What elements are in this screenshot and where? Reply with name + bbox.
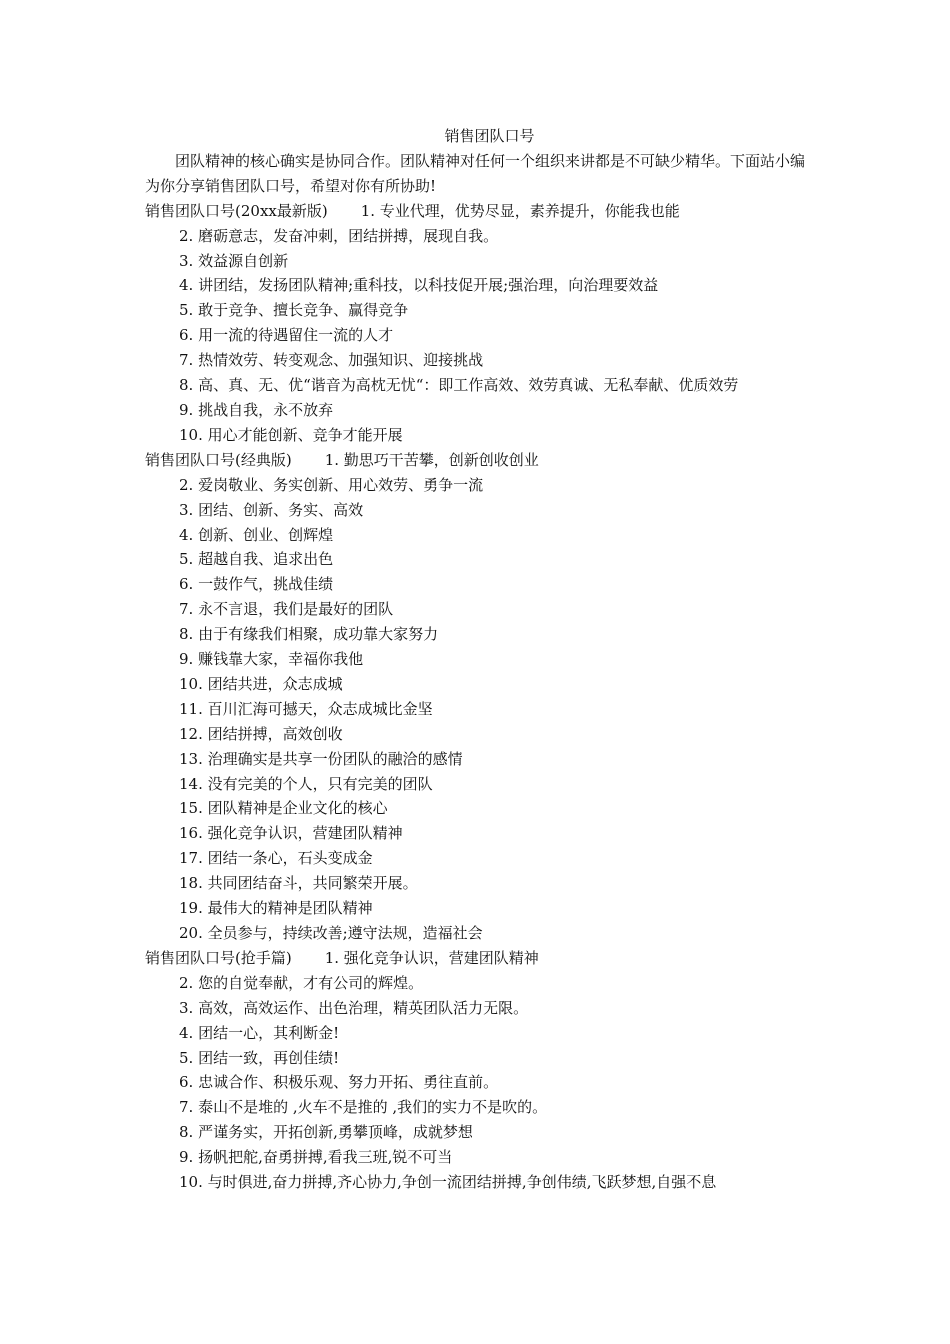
intro-paragraph: 团队精神的核心确实是协同合作。团队精神对任何一个组织来讲都是不可缺少精华。下面站小编为你分享销售团队口号，希望对你有所协助! bbox=[145, 151, 806, 195]
list-item: 5. 团结一致，再创佳绩! bbox=[179, 1048, 340, 1067]
list-item: 10. 用心才能创新、竞争才能开展 bbox=[179, 425, 403, 444]
list-item: 20. 全员参与，持续改善;遵守法规，造福社会 bbox=[179, 924, 483, 942]
list-item: 12. 团结拼搏，高效创收 bbox=[179, 724, 343, 743]
section-heading-row bbox=[145, 946, 810, 971]
list-item: 10. 与时俱进,奋力拼搏,齐心协力,争创一流团结拼搏,争创伟绩,飞跃梦想,自强不息 bbox=[179, 1173, 717, 1192]
list-item: 19. 最伟大的精神是团队精神 bbox=[179, 899, 373, 918]
list-item: 10. 团结共进，众志成城 bbox=[179, 674, 343, 693]
list-item: 9. 赚钱靠大家，幸福你我他 bbox=[179, 650, 364, 669]
list-item: 4. 团结一心，其利断金! bbox=[179, 1023, 340, 1042]
list-item: 7. 泰山不是堆的 ,火车不是推的 ,我们的实力不是吹的。 bbox=[179, 1098, 548, 1117]
document-content bbox=[145, 124, 810, 1195]
list-item: 4. 创新、创业、创辉煌 bbox=[179, 525, 334, 544]
list-item: 5. 超越自我、追求出色 bbox=[179, 550, 334, 569]
list-item: 13. 治理确实是共享一份团队的融洽的感情 bbox=[179, 749, 463, 768]
document-title: 销售团队口号 bbox=[444, 127, 535, 145]
list-item: 6. 一鼓作气，挑战佳绩 bbox=[179, 575, 334, 594]
list-item: 8. 严谨务实，开拓创新,勇攀顶峰，成就梦想 bbox=[179, 1123, 473, 1142]
list-item: 1. 专业代理，优势尽显，素养提升，你能我也能 bbox=[360, 201, 680, 220]
list-item: 9. 挑战自我，永不放弃 bbox=[179, 400, 334, 419]
section-heading: 销售团队口号(20xx最新版) bbox=[145, 201, 328, 220]
list-item: 3. 团结、创新、务实、高效 bbox=[179, 500, 364, 519]
list-item: 2. 您的自觉奉献，才有公司的辉煌。 bbox=[179, 973, 424, 992]
list-item: 7. 热情效劳、转变观念、加强知识、迎接挑战 bbox=[179, 351, 484, 370]
list-item: 3. 效益源自创新 bbox=[179, 251, 289, 270]
list-item: 6. 忠诚合作、积极乐观、努力开拓、勇往直前。 bbox=[179, 1073, 499, 1092]
list-item: 4. 讲团结，发扬团队精神;重科技，以科技促开展;强治理，向治理要效益 bbox=[179, 276, 659, 295]
list-item: 5. 敢于竞争、擅长竞争、赢得竞争 bbox=[179, 301, 409, 320]
list-item: 8. 由于有缘我们相聚，成功靠大家努力 bbox=[179, 625, 439, 644]
list-item: 3. 高效，高效运作、出色治理，精英团队活力无限。 bbox=[179, 998, 529, 1017]
section-heading: 销售团队口号(抢手篇) bbox=[145, 948, 292, 967]
section-heading: 销售团队口号(经典版) bbox=[145, 450, 292, 469]
list-item: 1. 强化竞争认识，营建团队精神 bbox=[324, 948, 539, 967]
list-item: 9. 扬帆把舵,奋勇拼搏,看我三班,锐不可当 bbox=[179, 1148, 453, 1167]
section-heading-row bbox=[145, 199, 810, 224]
list-item: 2. 磨砺意志，发奋冲刺，团结拼搏，展现自我。 bbox=[179, 226, 499, 245]
list-item: 16. 强化竞争认识，营建团队精神 bbox=[179, 824, 403, 843]
list-item: 6. 用一流的待遇留住一流的人才 bbox=[179, 326, 394, 345]
list-item: 18. 共同团结奋斗，共同繁荣开展。 bbox=[179, 874, 418, 893]
list-item: 1. 勤思巧干苦攀，创新创收创业 bbox=[324, 450, 539, 469]
list-item: 11. 百川汇海可撼天，众志成城比金坚 bbox=[179, 699, 433, 718]
list-item: 2. 爱岗敬业、务实创新、用心效劳、勇争一流 bbox=[179, 475, 484, 494]
list-item: 7. 永不言退，我们是最好的团队 bbox=[179, 600, 394, 619]
list-item: 8. 高、真、无、优“谐音为高枕无忧“：即工作高效、效劳真诚、无私奉献、优质效劳 bbox=[179, 376, 739, 395]
section-heading-row bbox=[145, 448, 810, 473]
list-item: 14. 没有完美的个人，只有完美的团队 bbox=[179, 774, 433, 793]
list-item: 15. 团队精神是企业文化的核心 bbox=[179, 799, 388, 818]
list-item: 17. 团结一条心，石头变成金 bbox=[179, 849, 373, 868]
